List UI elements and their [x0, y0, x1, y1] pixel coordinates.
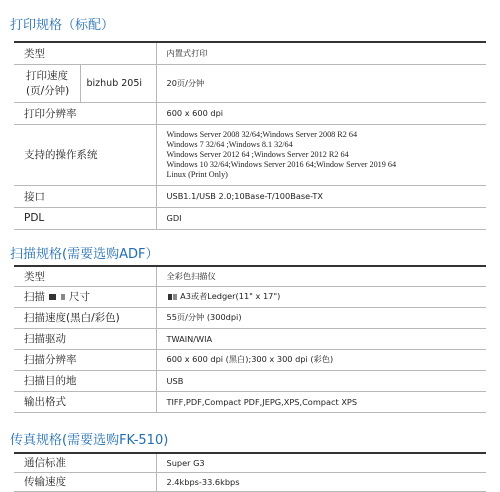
- row-value: GDI: [156, 207, 486, 229]
- row-label: [14, 64, 80, 102]
- paper-icon: [168, 294, 172, 300]
- table-row: [14, 102, 486, 124]
- scan-spec-table: [14, 265, 486, 413]
- row-value: USB: [156, 370, 486, 391]
- row-value: 55页/分钟 (300dpi): [156, 307, 486, 328]
- color-swatch-icon: [61, 294, 65, 300]
- table-row: [14, 185, 486, 207]
- row-label: 输出格式: [14, 391, 156, 412]
- row-value: 600 x 600 dpi: [156, 102, 486, 124]
- os-line: Windows 7 32/64 ;Windows 8.1 32/64: [166, 139, 293, 149]
- row-value: 全彩色扫描仪: [156, 266, 486, 286]
- model-name: bizhub 205i: [80, 64, 156, 102]
- row-value: Super G3: [156, 453, 486, 472]
- table-row: [14, 307, 486, 328]
- row-value: TIFF,PDF,Compact PDF,JEPG,XPS,Compact XPS: [156, 391, 486, 412]
- os-line: Windows 10 32/64;Windows Server 2016 64;Window Server 2019 64: [166, 159, 397, 169]
- row-value: TWAIN/WIA: [156, 328, 486, 349]
- table-row: [14, 453, 486, 472]
- os-line: Windows Server 2012 64 ;Windows Server 2012 R2 64: [166, 149, 349, 159]
- table-row: [14, 472, 486, 491]
- fax-spec-title: 传真规格(需要选购FK-510): [10, 433, 169, 448]
- print-spec-table: [14, 41, 486, 230]
- print-spec-title: 打印规格（标配）: [10, 18, 115, 33]
- row-value: [156, 286, 486, 307]
- table-row: [14, 349, 486, 370]
- label-line: 打印速度: [26, 70, 68, 82]
- row-label: 扫描分辨率: [14, 349, 156, 370]
- table-row: [14, 124, 486, 185]
- table-row: [14, 64, 486, 102]
- table-row: [14, 42, 486, 64]
- os-line: Linux (Print Only): [166, 169, 228, 179]
- label-prefix: 扫描: [24, 291, 45, 303]
- label-suffix: 尺寸: [69, 291, 91, 303]
- scan-spec-title: 扫描规格(需要选购ADF）: [10, 247, 159, 262]
- row-label: 支持的操作系统: [14, 124, 156, 185]
- row-label: 类型: [14, 266, 156, 286]
- row-value: 20页/分钟: [156, 64, 486, 102]
- row-label: 类型: [14, 42, 156, 64]
- table-row: [14, 328, 486, 349]
- row-value: 600 x 600 dpi (黑白);300 x 300 dpi (彩色): [156, 349, 486, 370]
- row-label: PDL: [14, 207, 156, 229]
- table-row: [14, 370, 486, 391]
- table-row: [14, 266, 486, 286]
- row-label: [14, 286, 156, 307]
- fax-spec-table: [14, 452, 486, 492]
- table-row: [14, 391, 486, 412]
- row-label: 打印分辨率: [14, 102, 156, 124]
- paper-small-icon: [173, 294, 177, 300]
- os-list: [156, 124, 486, 185]
- row-label: 扫描速度(黑白/彩色): [14, 307, 156, 328]
- row-label: 通信标准: [14, 453, 156, 472]
- table-row: [14, 286, 486, 307]
- table-row: [14, 207, 486, 229]
- row-label: 接口: [14, 185, 156, 207]
- row-label: 扫描目的地: [14, 370, 156, 391]
- row-value-text: A3或者Ledger(11" x 17"): [180, 291, 281, 301]
- mono-swatch-icon: [49, 294, 56, 300]
- row-value: 内置式打印: [156, 42, 486, 64]
- row-value: USB1.1/USB 2.0;10Base-T/100Base-TX: [156, 185, 486, 207]
- row-label: 传输速度: [14, 472, 156, 491]
- row-value: 2.4kbps-33.6kbps: [156, 472, 486, 491]
- os-line: Windows Server 2008 32/64;Windows Server 2008 R2 64: [166, 129, 358, 139]
- row-label: 扫描驱动: [14, 328, 156, 349]
- label-line: (页/分钟): [26, 85, 70, 97]
